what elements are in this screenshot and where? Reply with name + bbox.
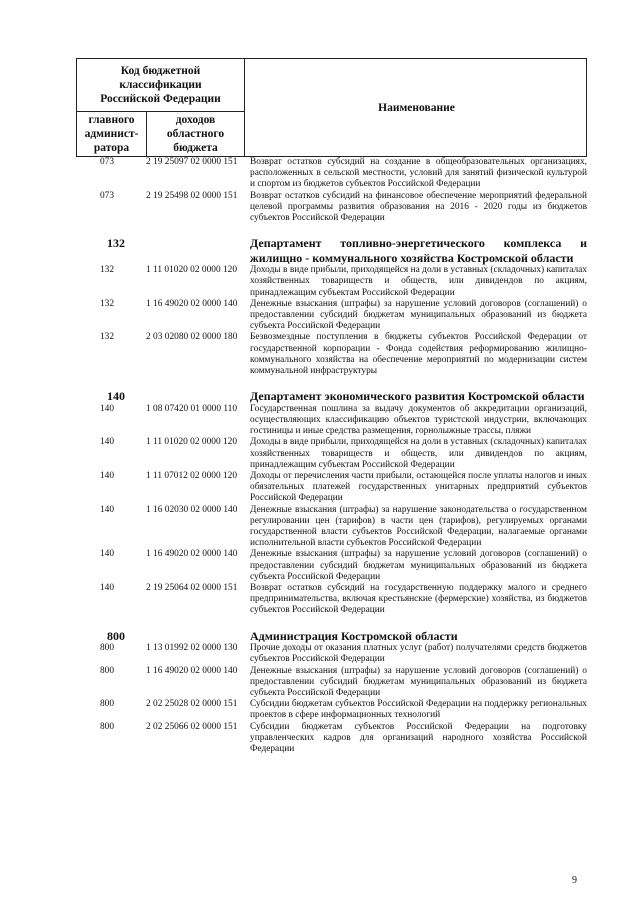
income-description: Доходы от перечисления части прибыли, остающейся после уплаты налогов и иных обязательных платежей государственных унитарных предприятий субъектов Российской Федерации (250, 470, 587, 504)
table-body (76, 157, 587, 755)
income-code: 1 11 01020 02 0000 120 (146, 437, 238, 448)
admin-code: 800 (107, 628, 125, 643)
admin-code: 132 (99, 298, 115, 309)
income-code: 2 02 25066 02 0000 151 (146, 721, 238, 732)
admin-code: 073 (99, 157, 115, 167)
header-name: Наименование (378, 101, 455, 114)
income-code: 1 13 01992 02 0000 130 (146, 643, 238, 654)
table-row (76, 191, 587, 225)
income-code: 1 16 49020 02 0000 140 (146, 549, 238, 560)
admin-code: 140 (99, 549, 115, 560)
table-row (76, 299, 587, 333)
table-row (76, 505, 587, 550)
department-row (76, 236, 587, 265)
header-income-line: бюджета (173, 142, 218, 154)
admin-code: 800 (99, 665, 115, 676)
header-admin-line: главного (88, 114, 135, 126)
income-code: 2 19 25064 02 0000 151 (146, 583, 238, 593)
admin-code: 800 (99, 721, 115, 732)
header-code-line: классификации (119, 79, 202, 91)
income-description: Возврат остатков субсидий на финансовое обеспечение мероприятий федеральной целевой программы развития образования на 2016 - 2020 годы из бюджетов субъектов Российской Федерации (250, 190, 587, 224)
header-admin-column (77, 112, 147, 156)
income-description: Денежные взыскания (штрафы) за нарушение условий договоров (соглашений) о предоставлении субсидий бюджетам муниципальных образований из бюджета субъекта Российской Федерации (250, 298, 587, 332)
table-row (76, 265, 587, 299)
table-row (76, 722, 587, 756)
income-description: Субсидии бюджетам субъектов Российской Федерации на поддержку региональных проектов в сфере информационных технологий (250, 699, 587, 721)
income-code: 1 16 49020 02 0000 140 (146, 298, 238, 309)
page-number: 9 (572, 875, 577, 886)
department-row (76, 389, 587, 404)
income-description: Прочие доходы от оказания платных услуг (работ) получателями средств бюджетов субъектов Российской Федерации (250, 643, 587, 665)
income-code (146, 236, 250, 265)
department-row (76, 629, 587, 644)
admin-code: 140 (99, 470, 115, 481)
header-code-line: Код бюджетной (120, 65, 201, 77)
income-code: 1 16 02030 02 0000 140 (146, 504, 238, 515)
admin-code: 140 (99, 504, 115, 515)
income-description: Безвозмездные поступления в бюджеты субъектов Российской Федерации от государственной корпорации - Фонда содействия реформированию жилищно-коммунального хозяйства на обеспечение мероприятий по модернизации систем коммунальной инфраструктуры (250, 332, 587, 377)
header-income-line: доходов (175, 114, 216, 126)
table-row (76, 583, 587, 617)
department-name: Департамент экономического развития Костромской области (250, 389, 585, 404)
header-income-column (147, 112, 245, 156)
admin-code: 140 (107, 389, 125, 404)
department-name: Департамент топливно-энергетического комплекса и жилищно - коммунального хозяйства Костромской области (250, 236, 587, 265)
header-admin-line: админист- (84, 128, 139, 140)
table-row (76, 404, 587, 438)
table-row (76, 643, 587, 665)
header-code-group (77, 59, 245, 112)
department-name: Администрация Костромской области (250, 628, 458, 643)
header-admin-line: ратора (93, 142, 130, 154)
income-description: Доходы в виде прибыли, приходящейся на доли в уставных (складочных) капиталах хозяйственных товариществ и обществ, или дивидендов по акциям, принадлежащим субъектам Российской Федерации (250, 437, 587, 470)
admin-code: 140 (99, 437, 115, 448)
income-code: 1 08 07420 01 0000 110 (146, 403, 238, 414)
income-description: Доходы в виде прибыли, приходящейся на доли в уставных (складочных) капиталах хозяйственных товариществ и обществ, или дивидендов по акциям, принадлежащим субъектам Российской Федерации (250, 265, 587, 298)
table-row (76, 549, 587, 583)
income-code: 2 19 25498 02 0000 151 (146, 190, 238, 201)
table-header (76, 58, 587, 157)
header-income-line: областного (166, 128, 225, 140)
income-code: 2 02 25028 02 0000 151 (146, 699, 238, 710)
income-code: 1 11 07012 02 0000 120 (146, 470, 238, 481)
admin-code: 073 (99, 190, 115, 201)
budget-code-table (76, 58, 587, 755)
admin-code: 140 (99, 583, 115, 593)
income-code (146, 389, 250, 404)
income-code: 2 03 02080 02 0000 180 (146, 332, 238, 343)
table-row (76, 699, 587, 721)
income-description: Денежные взыскания (штрафы) за нарушение условий договоров (соглашений) о предоставлении субсидий бюджетам муниципальных образований из бюджета субъекта Российской Федерации (250, 665, 587, 698)
admin-code: 800 (99, 643, 115, 654)
table-row (76, 666, 587, 700)
income-description: Денежные взыскания (штрафы) за нарушение условий договоров (соглашений) о предоставлении субсидий бюджетам муниципальных образований из бюджета субъекта Российской Федерации (250, 549, 587, 582)
table-row (76, 332, 587, 377)
income-description: Возврат остатков субсидий на создание в общеобразовательных организациях, расположенных в сельской местности, условий для занятий физической культурой и спортом из бюджетов субъектов Российской Федерации (250, 157, 587, 190)
income-description: Денежные взыскания (штрафы) за нарушение законодательства о государственном регулировании цен (тарифов) в части цен (тарифов), регулируемых органами государственной власти субъектов Российской Федерации, налагаемые органами исполнительной власти субъектов Российской Федерации (250, 504, 587, 549)
income-description: Государственная пошлина за выдачу документов об аккредитации организаций, осуществляющих классификацию объектов туристской индустрии, включающих гостиницы и иные средства размещения, горнолыжные трассы, пляжи (250, 403, 587, 437)
table-row (76, 437, 587, 471)
admin-code: 800 (99, 699, 115, 710)
income-code: 2 19 25097 02 0000 151 (146, 157, 238, 167)
admin-code: 140 (99, 403, 115, 414)
income-description: Возврат остатков субсидий на государственную поддержку малого и среднего предпринимательства, включая крестьянские (фермерские) хозяйства, из бюджетов субъектов Российской Федерации (250, 583, 587, 616)
table-row (76, 157, 587, 191)
income-code: 1 11 01020 02 0000 120 (146, 265, 238, 276)
income-code: 1 16 49020 02 0000 140 (146, 665, 238, 676)
admin-code: 132 (99, 332, 115, 343)
admin-code: 132 (99, 265, 115, 276)
income-description: Субсидии бюджетам субъектов Российской Федерации на подготовку управленческих кадров для организаций народного хозяйства Российской Федерации (250, 721, 587, 754)
table-row (76, 471, 587, 505)
header-code-line: Российской Федерации (100, 93, 221, 105)
income-code (146, 629, 250, 644)
admin-code: 132 (107, 236, 125, 251)
